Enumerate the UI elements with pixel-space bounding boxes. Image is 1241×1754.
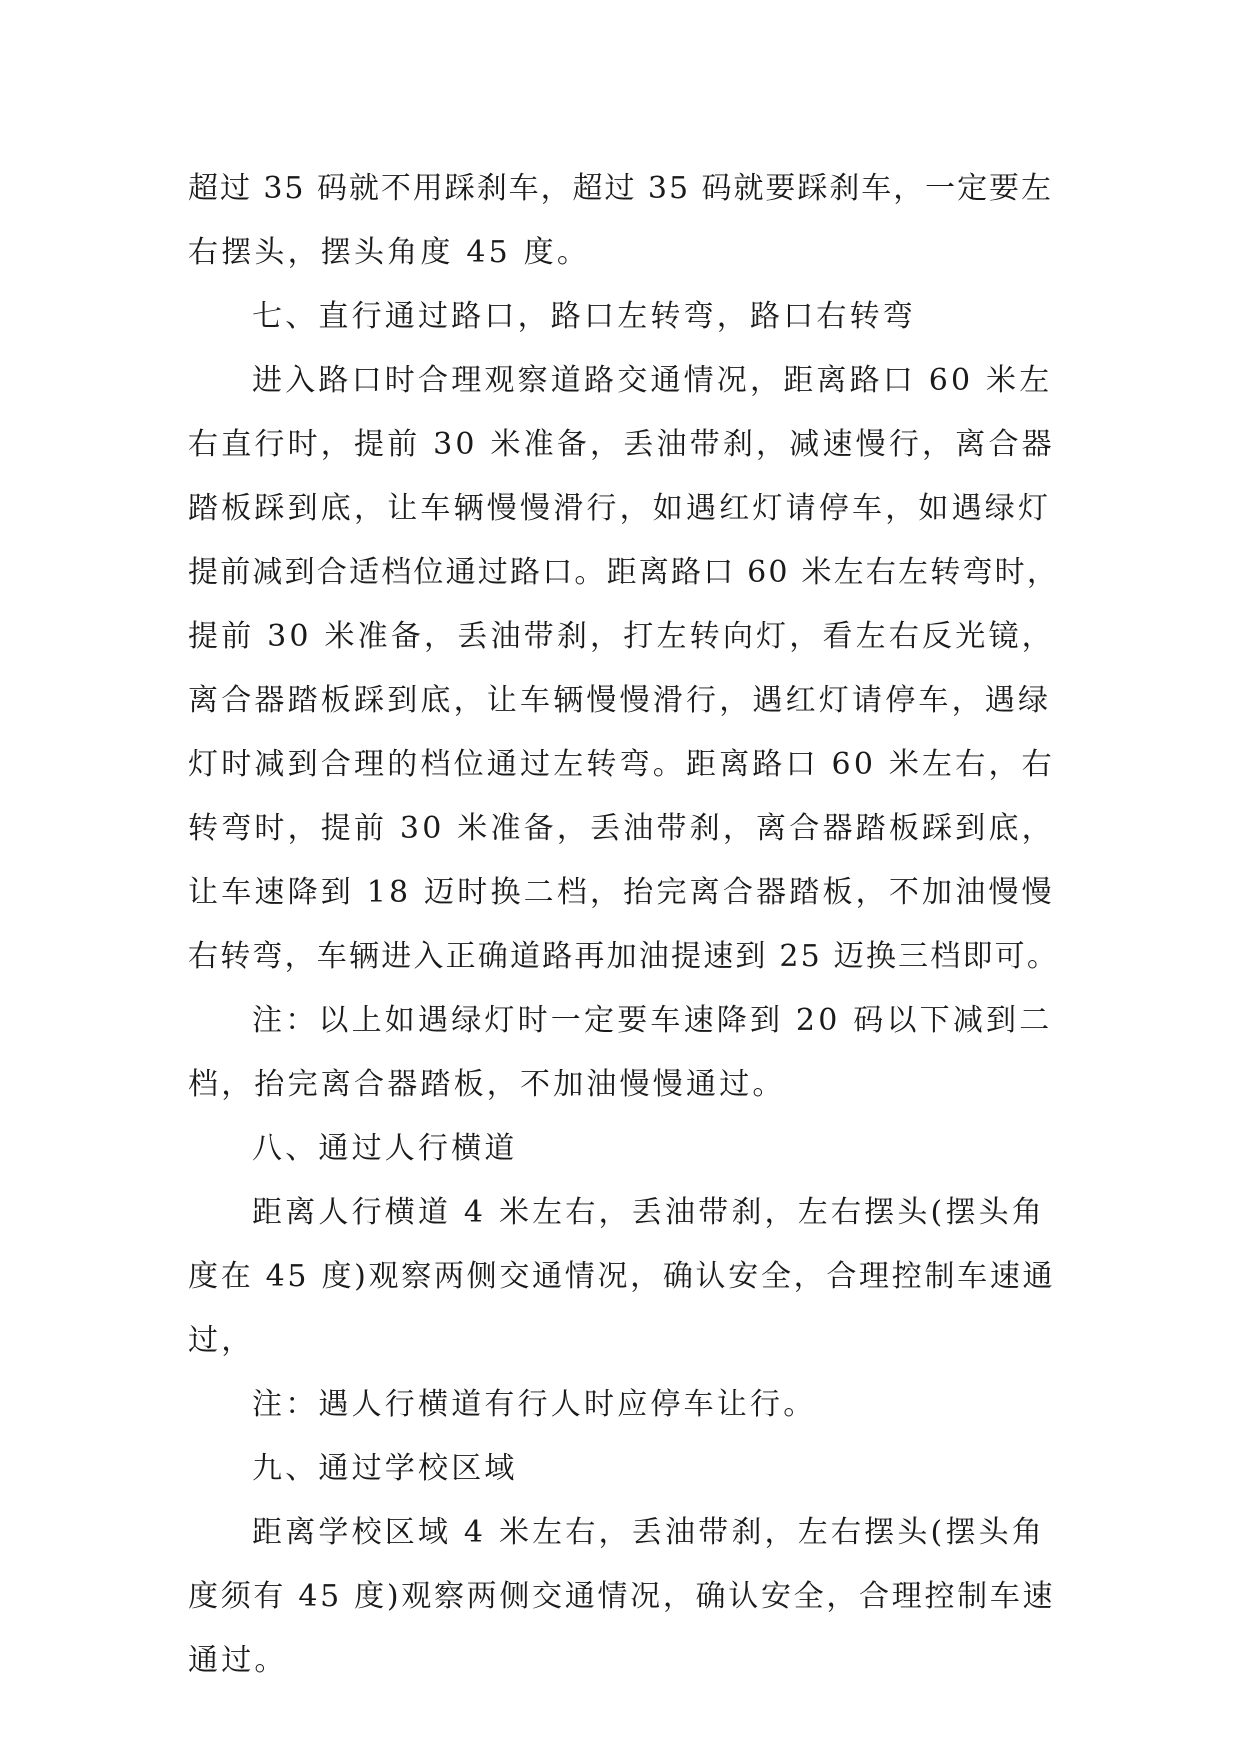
text-line: 度在 45 度)观察两侧交通情况，确认安全，合理控制车速通	[188, 1259, 1056, 1294]
document-body	[188, 157, 1060, 1693]
text-line: 右直行时，提前 30 米准备，丢油带刹，减速慢行，离合器	[188, 427, 1055, 462]
text-line: 进入路口时合理观察道路交通情况，距离路口 60 米左	[252, 363, 1053, 398]
text-line: 过，	[188, 1323, 255, 1358]
text-line: 提前 30 米准备，丢油带刹，打左转向灯，看左右反光镜，	[188, 619, 1055, 654]
text-line: 注：遇人行横道有行人时应停车让行。	[252, 1387, 817, 1422]
text-line: 档，抬完离合器踏板，不加油慢慢通过。	[188, 1067, 786, 1102]
text-line: 离合器踏板踩到底，让车辆慢慢滑行，遇红灯请停车，遇绿	[188, 683, 1052, 718]
text-line: 距离学校区域 4 米左右，丢油带刹，左右摆头(摆头角	[252, 1515, 1046, 1550]
text-line: 度须有 45 度)观察两侧交通情况，确认安全，合理控制车速	[188, 1579, 1056, 1614]
text-line: 踏板踩到底，让车辆慢慢滑行，如遇红灯请停车，如遇绿灯	[188, 491, 1052, 526]
text-line: 右摆头，摆头角度 45 度。	[188, 235, 591, 270]
text-line: 超过 35 码就不用踩刹车，超过 35 码就要踩刹车，一定要左	[188, 171, 1053, 206]
text-line: 通过。	[188, 1643, 288, 1678]
text-line: 转弯时，提前 30 米准备，丢油带刹，离合器踏板踩到底，	[188, 811, 1055, 846]
text-line: 距离人行横道 4 米左右，丢油带刹，左右摆头(摆头角	[252, 1195, 1046, 1230]
text-line: 九、通过学校区域	[252, 1451, 518, 1486]
text-line: 灯时减到合理的档位通过左转弯。距离路口 60 米左右，右	[188, 747, 1055, 782]
text-line: 让车速降到 18 迈时换二档，抬完离合器踏板，不加油慢慢	[188, 875, 1055, 910]
text-line: 七、直行通过路口，路口左转弯，路口右转弯	[252, 299, 916, 334]
text-line: 提前减到合适档位通过路口。距离路口 60 米左右左转弯时，	[188, 555, 1060, 590]
text-line: 注：以上如遇绿灯时一定要车速降到 20 码以下减到二	[252, 1003, 1053, 1038]
text-line: 八、通过人行横道	[252, 1131, 518, 1166]
text-line: 右转弯，车辆进入正确道路再加油提速到 25 迈换三档即可。	[188, 939, 1060, 974]
